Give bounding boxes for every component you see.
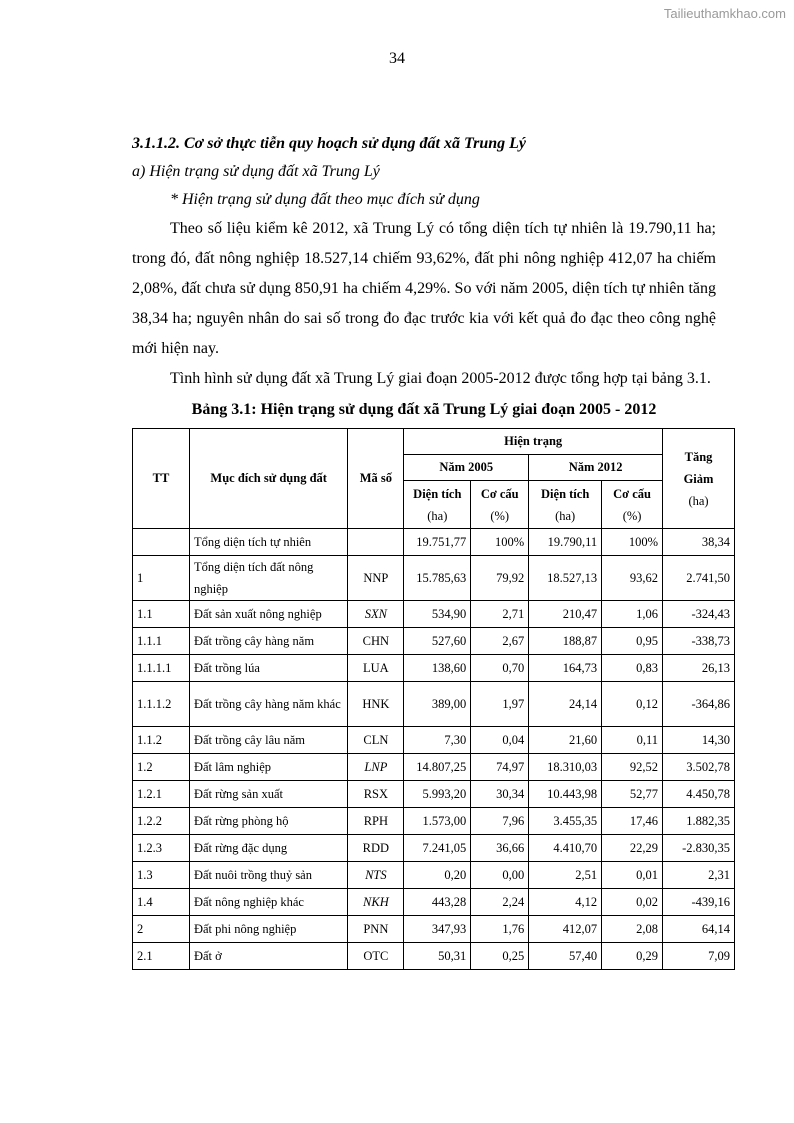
header-area-label: Diện tích (413, 486, 462, 501)
cell-tt: 1.2.1 (133, 781, 190, 808)
cell-share-2012: 52,77 (602, 781, 663, 808)
header-change-line2: Giảm (683, 471, 714, 486)
cell-share-2012: 0,01 (602, 862, 663, 889)
header-share-unit: (%) (622, 508, 642, 523)
header-purpose: Mục đích sử dụng đất (189, 429, 347, 529)
cell-area-2012: 19.790,11 (529, 529, 602, 556)
cell-tt: 1.1 (133, 601, 190, 628)
cell-share-2012: 22,29 (602, 835, 663, 862)
cell-tt: 2 (133, 916, 190, 943)
cell-area-2005: 0,20 (404, 862, 471, 889)
cell-tt: 1.3 (133, 862, 190, 889)
cell-area-2012: 412,07 (529, 916, 602, 943)
cell-change: -364,86 (663, 682, 735, 727)
cell-area-2005: 389,00 (404, 682, 471, 727)
cell-share-2012: 93,62 (602, 556, 663, 601)
table-row (133, 727, 735, 754)
table-row (133, 754, 735, 781)
cell-share-2005: 2,71 (471, 601, 529, 628)
cell-share-2005: 1,76 (471, 916, 529, 943)
cell-share-2005: 0,70 (471, 655, 529, 682)
cell-name: Đất lâm nghiệp (189, 754, 347, 781)
header-status: Hiện trạng (404, 429, 663, 455)
cell-code: OTC (348, 943, 404, 970)
header-tt: TT (133, 429, 190, 529)
table-row (133, 655, 735, 682)
cell-area-2012: 3.455,35 (529, 808, 602, 835)
cell-area-2005: 7.241,05 (404, 835, 471, 862)
cell-name: Đất trồng cây lâu năm (189, 727, 347, 754)
header-share-unit: (%) (490, 508, 510, 523)
cell-share-2005: 30,34 (471, 781, 529, 808)
cell-share-2005: 36,66 (471, 835, 529, 862)
header-area-2005 (404, 481, 471, 529)
cell-change: 64,14 (663, 916, 735, 943)
cell-share-2005: 74,97 (471, 754, 529, 781)
cell-name: Đất nông nghiệp khác (189, 889, 347, 916)
cell-area-2012: 2,51 (529, 862, 602, 889)
cell-area-2005: 19.751,77 (404, 529, 471, 556)
table-row (133, 889, 735, 916)
cell-share-2012: 0,83 (602, 655, 663, 682)
cell-share-2005: 100% (471, 529, 529, 556)
cell-tt: 1.1.1.2 (133, 682, 190, 727)
cell-change: 7,09 (663, 943, 735, 970)
cell-share-2012: 0,11 (602, 727, 663, 754)
cell-share-2005: 0,00 (471, 862, 529, 889)
cell-change: 3.502,78 (663, 754, 735, 781)
subsection-heading: a) Hiện trạng sử dụng đất xã Trung Lý (132, 163, 380, 180)
cell-code: LUA (348, 655, 404, 682)
table-row (133, 601, 735, 628)
cell-name: Đất rừng phòng hộ (189, 808, 347, 835)
cell-name: Đất sản xuất nông nghiệp (189, 601, 347, 628)
cell-code: CHN (348, 628, 404, 655)
cell-change: 2,31 (663, 862, 735, 889)
cell-change: 14,30 (663, 727, 735, 754)
cell-tt: 1.1.1.1 (133, 655, 190, 682)
cell-change: 4.450,78 (663, 781, 735, 808)
header-share-2005 (471, 481, 529, 529)
header-area-unit: (ha) (427, 508, 448, 523)
table-row (133, 808, 735, 835)
cell-tt: 1.1.2 (133, 727, 190, 754)
cell-share-2005: 0,04 (471, 727, 529, 754)
cell-name: Đất trồng lúa (189, 655, 347, 682)
cell-share-2005: 0,25 (471, 943, 529, 970)
table-row (133, 628, 735, 655)
table-row (133, 529, 735, 556)
cell-tt: 1.4 (133, 889, 190, 916)
header-year-2012: Năm 2012 (529, 455, 663, 481)
cell-share-2012: 0,12 (602, 682, 663, 727)
header-year-2005: Năm 2005 (404, 455, 529, 481)
cell-name: Đất rừng đặc dụng (189, 835, 347, 862)
cell-code: NNP (348, 556, 404, 601)
header-area-label: Diện tích (541, 486, 590, 501)
cell-name: Đất phi nông nghiệp (189, 916, 347, 943)
cell-area-2005: 15.785,63 (404, 556, 471, 601)
cell-share-2005: 2,24 (471, 889, 529, 916)
cell-area-2005: 14.807,25 (404, 754, 471, 781)
cell-area-2012: 18.310,03 (529, 754, 602, 781)
cell-code: SXN (348, 601, 404, 628)
cell-area-2005: 1.573,00 (404, 808, 471, 835)
cell-code: CLN (348, 727, 404, 754)
cell-area-2005: 50,31 (404, 943, 471, 970)
cell-tt: 2.1 (133, 943, 190, 970)
table-row (133, 781, 735, 808)
cell-code: NKH (348, 889, 404, 916)
watermark: Tailieuthamkhao.com (663, 6, 786, 21)
cell-tt: 1.2.2 (133, 808, 190, 835)
header-share-label: Cơ cấu (613, 486, 651, 501)
cell-code: RPH (348, 808, 404, 835)
header-change-line3: (ha) (688, 493, 709, 508)
cell-tt (133, 529, 190, 556)
cell-tt: 1 (133, 556, 190, 601)
header-change (663, 429, 735, 529)
cell-share-2012: 100% (602, 529, 663, 556)
cell-change: -338,73 (663, 628, 735, 655)
cell-code: LNP (348, 754, 404, 781)
table-row (133, 916, 735, 943)
cell-area-2012: 164,73 (529, 655, 602, 682)
cell-area-2005: 534,90 (404, 601, 471, 628)
cell-area-2005: 443,28 (404, 889, 471, 916)
cell-area-2012: 4,12 (529, 889, 602, 916)
paragraph: Theo số liệu kiểm kê 2012, xã Trung Lý có tổng diện tích tự nhiên là 19.790,11 ha; trong đó, đất nông nghiệp 18.527,14 chiếm 93,62%, đất phi nông nghiệp 412,07 ha chiếm 2,08%, đất chưa sử dụng 850,91 ha chiếm 4,29%. So với năm 2005, diện tích tự nhiên tăng 38,34 ha; nguyên nhân do sai số trong đo đạc trước kia với kết quả đo đạc theo công nghệ mới hiện nay. (132, 220, 716, 357)
table-row (133, 682, 735, 727)
cell-change: 26,13 (663, 655, 735, 682)
cell-change: 2.741,50 (663, 556, 735, 601)
cell-area-2005: 5.993,20 (404, 781, 471, 808)
cell-area-2012: 21,60 (529, 727, 602, 754)
cell-change: -439,16 (663, 889, 735, 916)
cell-area-2012: 57,40 (529, 943, 602, 970)
cell-change: 1.882,35 (663, 808, 735, 835)
cell-area-2012: 24,14 (529, 682, 602, 727)
cell-code: HNK (348, 682, 404, 727)
cell-name: Đất trồng cây hàng năm (189, 628, 347, 655)
paragraph: Tình hình sử dụng đất xã Trung Lý giai đoạn 2005-2012 được tổng hợp tại bảng 3.1. (170, 370, 711, 387)
header-area-2012 (529, 481, 602, 529)
cell-area-2012: 10.443,98 (529, 781, 602, 808)
cell-share-2012: 0,29 (602, 943, 663, 970)
cell-area-2012: 188,87 (529, 628, 602, 655)
cell-code: NTS (348, 862, 404, 889)
cell-tt: 1.2.3 (133, 835, 190, 862)
cell-share-2012: 17,46 (602, 808, 663, 835)
cell-share-2005: 7,96 (471, 808, 529, 835)
cell-name: Đất ở (189, 943, 347, 970)
cell-area-2012: 4.410,70 (529, 835, 602, 862)
table-row (133, 943, 735, 970)
header-change-line1: Tăng (684, 449, 713, 464)
table-caption: Bảng 3.1: Hiện trạng sử dụng đất xã Trung Lý giai đoạn 2005 - 2012 (191, 401, 657, 418)
land-use-table (132, 428, 735, 970)
cell-share-2005: 79,92 (471, 556, 529, 601)
cell-change: 38,34 (663, 529, 735, 556)
cell-name: Tổng diện tích đất nông nghiệp (189, 556, 347, 601)
document-body (132, 130, 730, 970)
section-heading: 3.1.1.2. Cơ sở thực tiễn quy hoạch sử dụng đất xã Trung Lý (132, 135, 527, 152)
cell-name: Tổng diện tích tự nhiên (189, 529, 347, 556)
cell-area-2005: 138,60 (404, 655, 471, 682)
cell-share-2012: 92,52 (602, 754, 663, 781)
cell-area-2005: 347,93 (404, 916, 471, 943)
table-row (133, 556, 735, 601)
table-row (133, 862, 735, 889)
cell-code: RSX (348, 781, 404, 808)
cell-tt: 1.1.1 (133, 628, 190, 655)
cell-share-2012: 0,95 (602, 628, 663, 655)
cell-area-2012: 18.527,13 (529, 556, 602, 601)
cell-code: PNN (348, 916, 404, 943)
header-share-label: Cơ cấu (480, 486, 519, 501)
cell-share-2012: 0,02 (602, 889, 663, 916)
header-code: Mã số (348, 429, 404, 529)
header-share-2012 (602, 481, 663, 529)
header-area-unit: (ha) (555, 508, 576, 523)
cell-code (348, 529, 404, 556)
subsection-subheading: * Hiện trạng sử dụng đất theo mục đích sử dụng (170, 191, 480, 208)
cell-share-2005: 1,97 (471, 682, 529, 727)
cell-change: -324,43 (663, 601, 735, 628)
cell-code: RDD (348, 835, 404, 862)
cell-name: Đất trồng cây hàng năm khác (189, 682, 347, 727)
cell-area-2005: 7,30 (404, 727, 471, 754)
cell-name: Đất rừng sản xuất (189, 781, 347, 808)
cell-area-2012: 210,47 (529, 601, 602, 628)
cell-change: -2.830,35 (663, 835, 735, 862)
cell-tt: 1.2 (133, 754, 190, 781)
cell-share-2012: 1,06 (602, 601, 663, 628)
cell-share-2005: 2,67 (471, 628, 529, 655)
table-row (133, 835, 735, 862)
cell-name: Đất nuôi trồng thuỷ sản (189, 862, 347, 889)
page-number: 34 (389, 50, 405, 67)
cell-share-2012: 2,08 (602, 916, 663, 943)
cell-area-2005: 527,60 (404, 628, 471, 655)
